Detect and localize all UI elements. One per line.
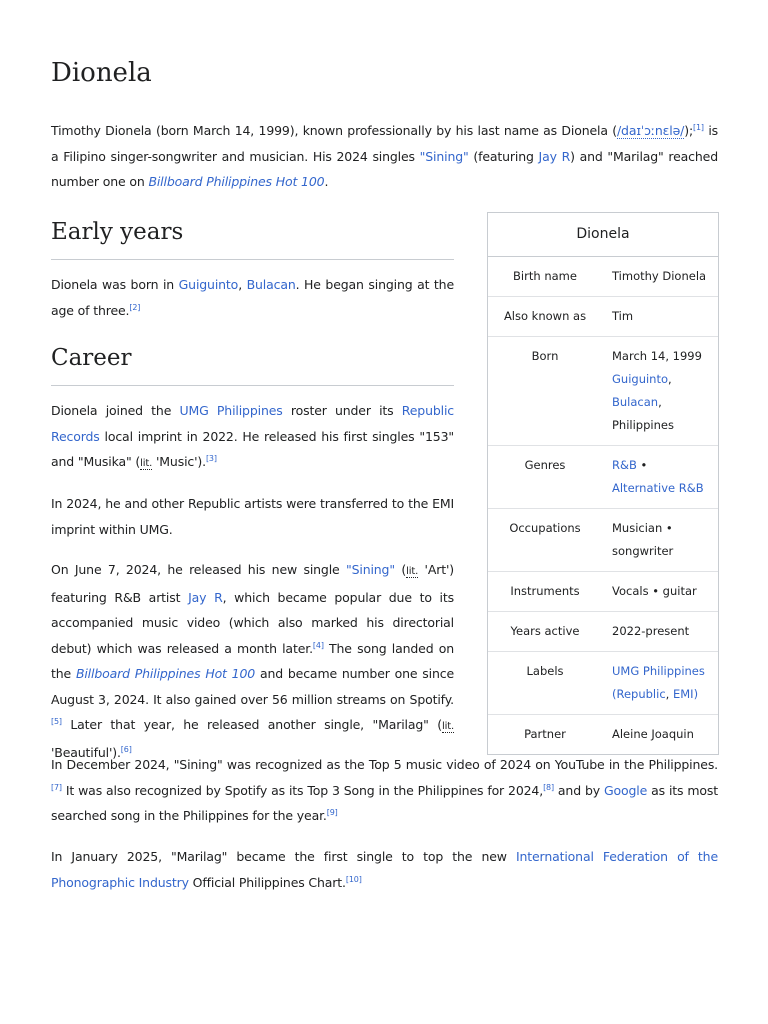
career-text: In January 2025, "Marilag" became the first single to top the new [51, 849, 516, 864]
ref-4[interactable]: [4] [312, 640, 324, 650]
ref-2[interactable]: [2] [129, 302, 141, 312]
intro-text: is a Filipino singer-songwriter and musician. His 2024 singles [51, 123, 718, 164]
lit-abbr: lit. [406, 566, 419, 577]
infobox-row-years-active [488, 612, 718, 652]
infobox-title: Dionela [488, 213, 718, 257]
career-paragraph-5 [51, 844, 718, 895]
intro-text: ) and "Marilag" reached number one on [51, 148, 718, 189]
ref-5[interactable]: [5] [51, 716, 62, 726]
career-text: 'Music'). [152, 454, 206, 469]
section-heading-career: Career [51, 344, 454, 386]
career-text: and by [553, 782, 604, 798]
infobox-row-instruments [488, 572, 718, 612]
ref-7[interactable]: [7] [51, 782, 62, 792]
ifpi-link[interactable]: International Federation of the Phonographic Industry [51, 849, 718, 890]
early-years-paragraph [51, 272, 454, 323]
infobox [487, 212, 719, 755]
infobox-value: Timothy Dionela [612, 269, 707, 283]
career-text: and became number one since August 3, 2024. It also gained over 56 million streams on Spotify. [51, 666, 455, 707]
infobox-value [602, 337, 718, 445]
early-text: . He began singing at the age of three. [51, 277, 454, 318]
jay-r-link[interactable]: Jay R [188, 589, 223, 605]
infobox-label: Also known as [503, 309, 587, 323]
career-paragraph-4 [51, 752, 718, 829]
sining-link[interactable]: "Sining" [419, 148, 469, 164]
ref-10[interactable]: [10] [345, 874, 362, 884]
separator: ) [693, 687, 699, 701]
separator: , [668, 372, 672, 386]
infobox-row-partner [488, 715, 718, 754]
career-text: ( [394, 562, 407, 577]
career-text: 'Art') featuring R&B artist [51, 562, 455, 605]
career-text: , which became popular due to its accompanied music video (which also marked his directorial debut) which was released a month later. [51, 589, 454, 656]
bulacan-link[interactable]: Bulacan [612, 395, 659, 409]
ref-9[interactable]: [9] [326, 807, 338, 817]
career-paragraph-2: In 2024, he and other Republic artists were transferred to the EMI imprint within UMG. [51, 496, 454, 537]
republic-link[interactable]: Republic [616, 687, 666, 701]
career-text: 'Beautiful'). [51, 744, 121, 760]
section-heading-early-years: Early years [51, 218, 454, 260]
sining-link[interactable]: "Sining" [345, 562, 395, 577]
bulacan-link[interactable]: Bulacan [246, 277, 296, 292]
early-text: , [238, 277, 247, 292]
career-text: Official Philippines Chart. [188, 874, 346, 890]
infobox-label: Partner [524, 727, 566, 741]
career-text: On June 7, 2024, he released his new single [51, 562, 346, 577]
genre-rnb-link[interactable]: R&B [612, 458, 637, 472]
career-text: Dionela joined the [51, 403, 180, 418]
separator: ( [612, 687, 617, 701]
separator: • [636, 458, 648, 472]
infobox-value: Musician • songwriter [612, 521, 674, 558]
ref-6[interactable]: [6] [120, 744, 132, 754]
ref-3[interactable]: [3] [205, 453, 217, 463]
guiguinto-link[interactable]: Guiguinto [612, 372, 669, 386]
infobox-label: Occupations [509, 521, 581, 535]
guiguinto-link[interactable]: Guiguinto [178, 277, 239, 292]
billboard-link[interactable]: Billboard Philippines Hot 100 [148, 174, 325, 189]
career-text: local imprint in 2022. He released his first singles "153" and "Musika" ( [51, 428, 454, 469]
separator: , [665, 687, 673, 701]
born-date: March 14, 1999 [612, 349, 702, 363]
career-text: roster under its [282, 403, 402, 418]
republic-records-link[interactable]: Republic Records [51, 403, 454, 444]
career-paragraph-1 [51, 398, 454, 477]
infobox-row-aka [488, 297, 718, 337]
infobox-label: Birth name [513, 269, 577, 283]
infobox-row-birth-name [488, 257, 718, 297]
infobox-row-genres [488, 446, 718, 509]
infobox-row-occupations [488, 509, 718, 572]
career-text: In December 2024, "Sining" was recognized as the Top 5 music video of 2024 on YouTube in the Philippines. [51, 757, 718, 772]
emi-link[interactable]: EMI [672, 687, 694, 701]
infobox-label: Years active [510, 624, 580, 638]
infobox-value [602, 446, 718, 508]
intro-paragraph [51, 118, 718, 195]
infobox-value: 2022-present [612, 624, 690, 638]
early-text: Dionela was born in [51, 277, 179, 292]
lit-abbr: lit. [140, 458, 153, 469]
career-text: as its most searched song in the Philippines for the year. [51, 782, 718, 823]
google-link[interactable]: Google [603, 782, 648, 798]
intro-text: Timothy Dionela (born March 14, 1999), known professionally by his last name as Dionela ( [51, 123, 617, 138]
intro-text: ); [684, 123, 694, 138]
jay-r-link[interactable]: Jay R [538, 148, 571, 164]
umg-philippines-link[interactable]: UMG Philippines [179, 403, 283, 418]
career-text: Later that year, he released another single, "Marilag" ( [61, 717, 442, 732]
career-text: The song landed on the [51, 640, 454, 681]
umg-philippines-link[interactable]: UMG Philippines [612, 664, 705, 678]
billboard-link[interactable]: Billboard Philippines Hot 100 [75, 666, 256, 681]
infobox-label: Genres [524, 458, 566, 472]
page-title: Dionela [51, 58, 152, 88]
career-text: It was also recognized by Spotify as its Top 3 Song in the Philippines for 2024, [61, 782, 544, 798]
genre-alt-rnb-link[interactable]: Alternative R&B [612, 481, 704, 495]
ref-1[interactable]: [1] [693, 122, 704, 132]
ref-8[interactable]: [8] [543, 782, 554, 792]
born-country: Philippines [612, 418, 674, 432]
separator: , [658, 395, 662, 409]
intro-text: (featuring [468, 148, 539, 164]
infobox-label: Instruments [510, 584, 580, 598]
lit-abbr: lit. [441, 721, 454, 732]
infobox-row-born [488, 337, 718, 446]
infobox-label: Born [531, 349, 559, 363]
intro-text: . [324, 174, 329, 189]
infobox-value: Vocals • guitar [612, 584, 697, 598]
infobox-value [602, 652, 718, 714]
career-paragraph-3 [51, 557, 454, 765]
infobox-value: Tim [612, 309, 634, 323]
infobox-row-labels [488, 652, 718, 715]
born-place [612, 368, 712, 414]
infobox-label: Labels [526, 664, 564, 678]
infobox-value: Aleine Joaquin [612, 727, 694, 741]
ipa-link[interactable]: /daɪˈɔːnɛlə/ [617, 123, 685, 138]
